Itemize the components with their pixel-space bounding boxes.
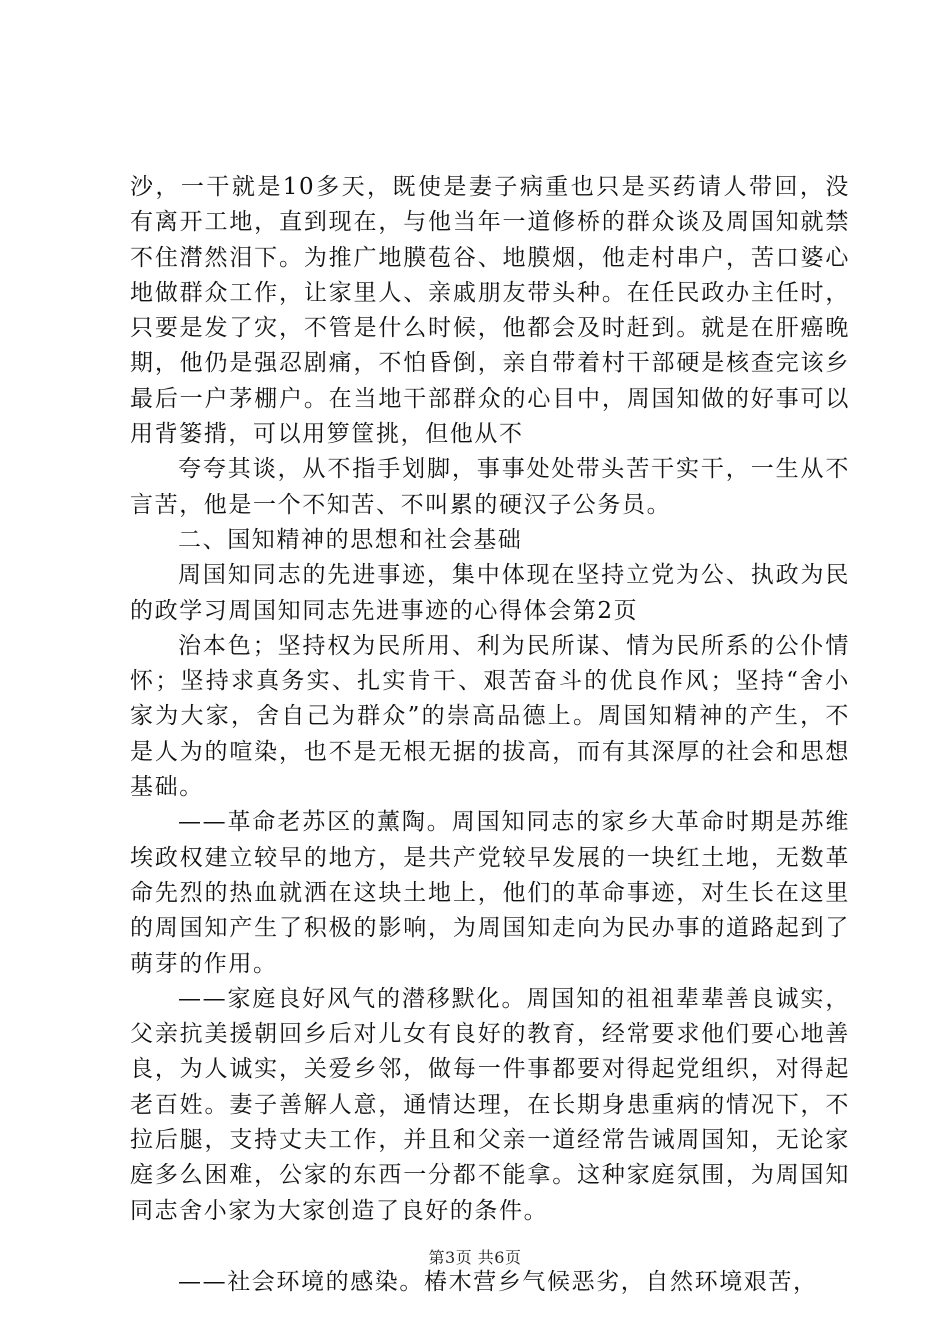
paragraph-continued-deeds: 沙，一干就是10多天，既使是妻子病重也只是买药请人带回，没有离开工地，直到现在，与他当年一道修桥的群众谈及周国知就禁不住潸然泪下。为推广地膜苞谷、地膜烟，他走村串户，苦口婆心地做群众工作，让家里人、亲戚朋友带头种。在任民政办主任时，只要是发了灾，不管是什么时候，他都会及时赶到。就是在肝癌晚期，他仍是强忍剧痛，不怕昏倒，亲自带着村干部硬是核查完该乡最后一户茅棚户。在当地干部群众的心目中，周国知做的好事可以用背篓揹，可以用箩筐挑，但他从不 [130, 174, 850, 448]
paragraph-revolutionary-base: ——革命老苏区的薰陶。周国知同志的家乡大革命时期是苏维埃政权建立较早的地方，是共产党较早发展的一块红土地，无数革命先烈的热血就洒在这块土地上，他们的革命事迹，对生长在这里的周国知产生了积极的影响，为周国知走向为民办事的道路起到了萌芽的作用。 [130, 809, 850, 977]
page-footer: 第3页 共6页 [428, 1248, 522, 1267]
paragraph-deeds-intro: 周国知同志的先进事迹，集中体现在坚持立党为公、执政为民的政学习周国知同志先进事迹的心得体会第2页 [130, 562, 850, 624]
document-body [130, 170, 850, 1300]
paragraph-governance-character: 治本色；坚持权为民所用、利为民所谋、情为民所系的公仆情怀；坚持求真务实、扎实肯干、艰苦奋斗的优良作风；坚持“舍小家为大家，舍自己为群众”的崇高品德上。周国知精神的产生，不是人为的喧染，也不是无根无据的拔高，而有其深厚的社会和思想基础。 [130, 632, 850, 801]
section-heading-foundation: 二、国知精神的思想和社会基础 [178, 526, 523, 553]
paragraph-hardworking-summary: 夸夸其谈，从不指手划脚，事事处处带头苦干实干，一生从不言苦，他是一个不知苦、不叫累的硬汉子公务员。 [130, 456, 850, 518]
paragraph-family-atmosphere: ——家庭良好风气的潜移默化。周国知的祖祖辈辈善良诚实，父亲抗美援朝回乡后对儿女有良好的教育，经常要求他们要心地善良，为人诚实，关爱乡邻，做每一件事都要对得起党组织，对得起老百姓。妻子善解人意，通情达理，在长期身患重病的情况下，不拉后腿，支持丈夫工作，并且和父亲一道经常告诫周国知，无论家庭多么困难，公家的东西一分都不能拿。这种家庭氛围，为周国知同志舍小家为大家创造了良好的条件。 [130, 985, 850, 1224]
paragraph-social-environment: ——社会环境的感染。椿木营乡气候恶劣，自然环境艰苦， [178, 1268, 818, 1295]
